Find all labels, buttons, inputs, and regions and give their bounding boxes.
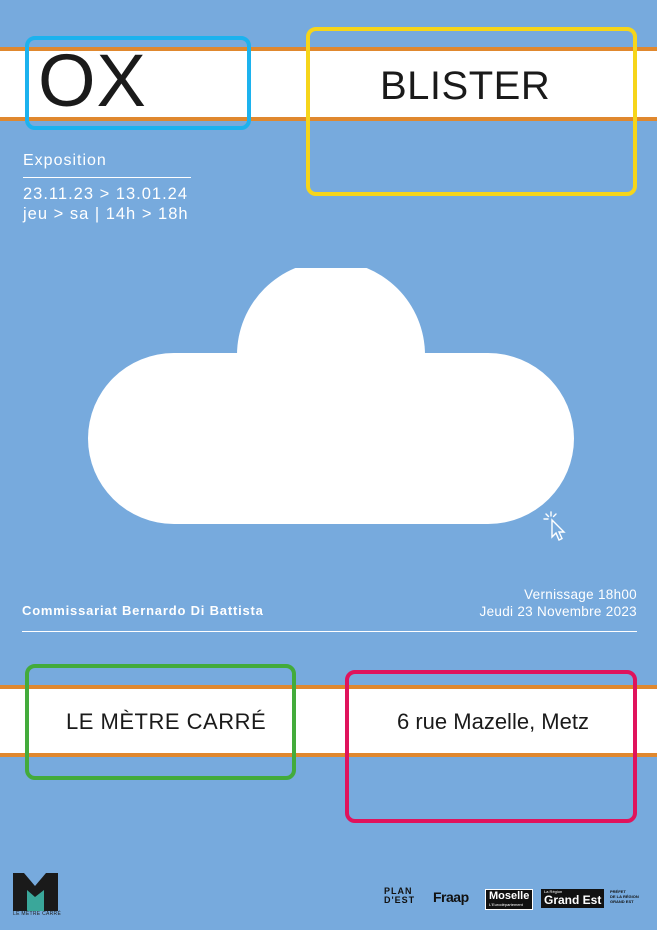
click-cursor-icon [542, 510, 570, 542]
cyan-frame [25, 36, 251, 130]
exhibition-dates [23, 184, 189, 224]
exhibition-type: Exposition [23, 152, 107, 169]
prefet-logo: PRÉFET DE LA RÉGION GRAND EST [610, 889, 639, 904]
yellow-frame [306, 27, 637, 196]
curator-credit: Commissariat Bernardo Di Battista [22, 603, 264, 618]
green-frame [25, 664, 296, 780]
fraap-logo: Fraap [433, 889, 469, 905]
info-divider [23, 177, 191, 178]
artist-name: OX [38, 39, 147, 122]
venue-name: LE MÈTRE CARRÉ [66, 709, 267, 734]
cloud-icon [88, 268, 574, 525]
plan-est-logo: PLAN D'EST [384, 886, 416, 905]
partner-logos [384, 885, 646, 915]
moselle-logo: Moselle L'Eurodépartement [485, 889, 533, 910]
opening-date: Jeudi 23 Novembre 2023 [479, 604, 637, 619]
date-range: 23.11.23 > 13.01.24 [23, 185, 189, 203]
le-metre-carre-logo [13, 873, 58, 911]
pink-frame [345, 670, 637, 823]
opening-hours: jeu > sa | 14h > 18h [23, 205, 189, 223]
opening-info [480, 586, 637, 620]
region-grand-est-logo: La Région Grand Est [541, 889, 604, 908]
exhibition-title: BLISTER [380, 64, 551, 108]
logo-wordmark: LE MÈTRE CARRÉ [13, 911, 62, 917]
section-divider [22, 631, 637, 632]
venue-address: 6 rue Mazelle, Metz [397, 709, 589, 734]
opening-time: Vernissage 18h00 [524, 587, 637, 602]
